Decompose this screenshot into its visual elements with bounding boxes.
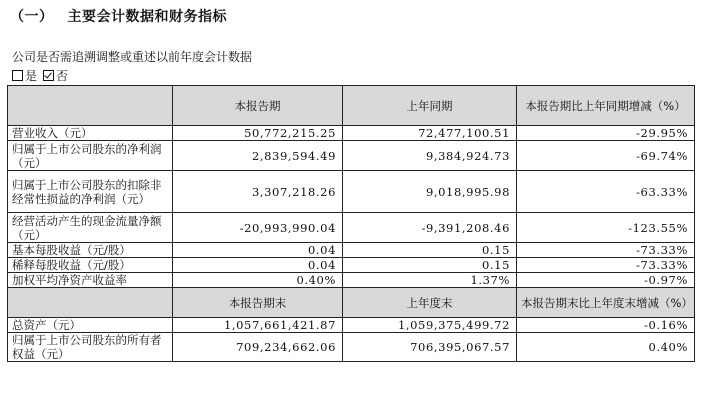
option-no-label: 否 — [56, 69, 69, 83]
column-header: 本报告期末 — [173, 288, 343, 318]
row-value: 706,395,067.57 — [343, 333, 517, 362]
column-header: 上年度末 — [343, 288, 517, 318]
row-value: -0.16% — [517, 318, 695, 333]
row-value: 1,059,375,499.72 — [343, 318, 517, 333]
restatement-question: 公司是否需追溯调整或重述以前年度会计数据 — [12, 50, 253, 64]
column-header — [8, 288, 173, 318]
row-value: -9,391,208.46 — [343, 213, 517, 243]
row-value: 0.04 — [173, 258, 343, 273]
table-row — [8, 141, 695, 171]
checkbox-unchecked-icon[interactable] — [12, 70, 23, 81]
row-label: 营业收入（元） — [8, 126, 173, 141]
column-header: 本报告期比上年同期增减（%） — [517, 86, 695, 126]
row-value: 0.15 — [343, 258, 517, 273]
table-row — [8, 243, 695, 258]
financial-indicators-table — [7, 85, 695, 362]
row-value: 0.15 — [343, 243, 517, 258]
row-value: -69.74% — [517, 141, 695, 171]
checkbox-checked-icon[interactable] — [43, 70, 54, 81]
table-row — [8, 213, 695, 243]
row-value: -73.33% — [517, 258, 695, 273]
row-value: 3,307,218.26 — [173, 171, 343, 213]
column-header: 本报告期末比上年度末增减（%） — [517, 288, 695, 318]
row-value: 1.37% — [343, 273, 517, 288]
row-label: 加权平均净资产收益率 — [8, 273, 173, 288]
row-value: -123.55% — [517, 213, 695, 243]
section-heading — [10, 6, 227, 26]
option-yes-label: 是 — [25, 69, 38, 83]
table-header-row — [8, 86, 695, 126]
row-value: 9,018,995.98 — [343, 171, 517, 213]
column-header — [8, 86, 173, 126]
row-label: 基本每股收益（元/股） — [8, 243, 173, 258]
row-value: 50,772,215.25 — [173, 126, 343, 141]
row-value: 0.04 — [173, 243, 343, 258]
table-header-row — [8, 288, 695, 318]
row-value: 0.40% — [173, 273, 343, 288]
row-label: 归属于上市公司股东的净利润（元） — [8, 141, 173, 171]
row-value: 709,234,662.06 — [173, 333, 343, 362]
row-value: 0.40% — [517, 333, 695, 362]
table-row — [8, 171, 695, 213]
row-value: -0.97% — [517, 273, 695, 288]
row-value: -29.95% — [517, 126, 695, 141]
table-row — [8, 273, 695, 288]
column-header: 上年同期 — [343, 86, 517, 126]
section-title: 主要会计数据和财务指标 — [67, 9, 227, 25]
row-label: 归属于上市公司股东的扣除非经常性损益的净利润（元） — [8, 171, 173, 213]
row-value: 72,477,100.51 — [343, 126, 517, 141]
table-row — [8, 333, 695, 362]
row-value: -63.33% — [517, 171, 695, 213]
table-row — [8, 258, 695, 273]
table-row — [8, 318, 695, 333]
option-yes[interactable] — [12, 67, 37, 84]
row-value: 2,839,594.49 — [173, 141, 343, 171]
row-value: -73.33% — [517, 243, 695, 258]
row-value: -20,993,990.04 — [173, 213, 343, 243]
table-row — [8, 126, 695, 141]
row-value: 9,384,924.73 — [343, 141, 517, 171]
row-label: 稀释每股收益（元/股） — [8, 258, 173, 273]
column-header: 本报告期 — [173, 86, 343, 126]
option-no[interactable] — [43, 67, 68, 84]
restatement-options — [12, 67, 74, 84]
row-label: 经营活动产生的现金流量净额（元） — [8, 213, 173, 243]
row-label: 归属于上市公司股东的所有者权益（元） — [8, 333, 173, 362]
row-value: 1,057,661,421.87 — [173, 318, 343, 333]
section-number: （一） — [10, 9, 54, 25]
row-label: 总资产（元） — [8, 318, 173, 333]
